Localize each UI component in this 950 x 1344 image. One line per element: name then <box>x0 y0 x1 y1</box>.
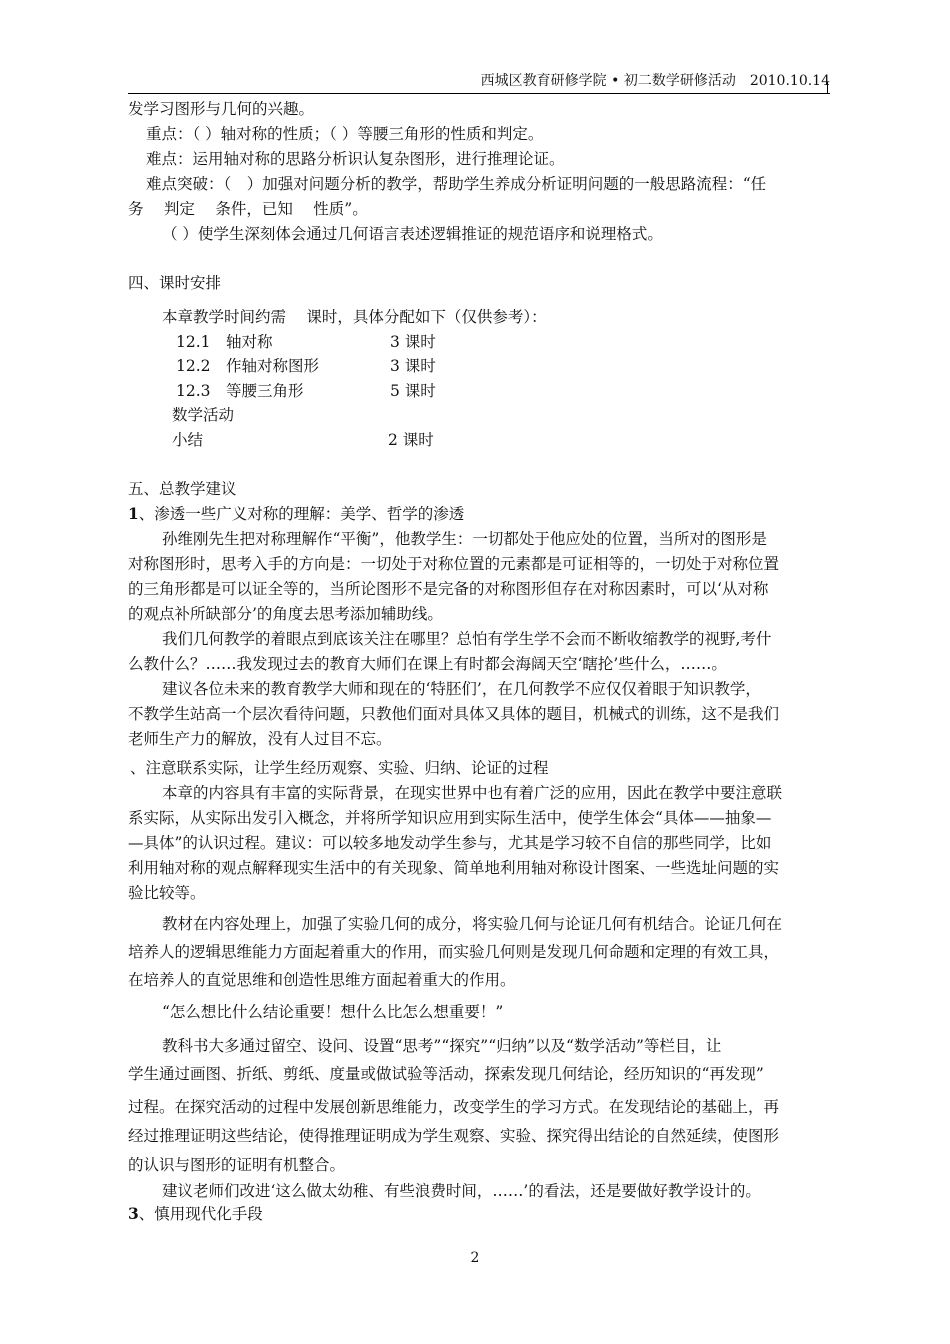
text-line: 老师生产力的解放，没有人过目不忘。 <box>128 730 392 748</box>
text-line: 建议各位未来的教育教学大师和现在的‘特胚们’，在几何教学不应仅仅着眼于知识教学， <box>162 680 761 698</box>
text-line: 不教学生站高一个层次看待问题，只教他们面对具体又具体的题目，机械式的训练，这不是我们 <box>128 705 780 723</box>
schedule-item: 12.1 轴对称 <box>176 333 273 351</box>
text-line: 本章教学时间约需 课时，具体分配如下（仅供参考）： <box>162 308 547 326</box>
text-line: 的认识与图形的证明有机整合。 <box>128 1156 346 1174</box>
text-line: 我们几何教学的着眼点到底该关注在哪里？总怕有学生学不会而不断收缩教学的视野,考什 <box>162 630 772 648</box>
schedule-hours: 3 课时 <box>390 357 436 375</box>
quote-line: “怎么想比什么结论重要！想什么比怎么想重要！” <box>162 1003 504 1021</box>
text-line: —具体”的认识过程。建议：可以较多地发动学生参与，尤其是学习较不自信的那些同学，比如 <box>128 834 772 852</box>
schedule-item: 数学活动 <box>172 406 235 424</box>
schedule-item: 12.2 作轴对称图形 <box>176 357 320 375</box>
text-line: 学生通过画图、折纸、剪纸、度量或做试验等活动，探索发现几何结论，经历知识的“再发现” <box>128 1065 764 1083</box>
text-line: 难点：运用轴对称的思路分析识认复杂图形，进行推理论证。 <box>146 150 565 168</box>
text-line: 的观点补所缺部分’的角度去思考添加辅助线。 <box>128 605 443 623</box>
text-line: 验比较等。 <box>128 884 206 902</box>
header-rule <box>128 93 830 94</box>
subsection-heading: 、注意联系实际，让学生经历观察、实验、归纳、论证的过程 <box>130 759 549 777</box>
text-line: （ ）使学生深刻体会通过几何语言表述逻辑推证的规范语序和说理格式。 <box>162 225 663 243</box>
text-line: 难点突破：（ ）加强对问题分析的教学，帮助学生养成分析证明问题的一般思路流程：“任 <box>146 175 767 193</box>
schedule-hours: 2 课时 <box>388 431 434 449</box>
section-heading: 五、总教学建议 <box>128 480 237 498</box>
subsection-number: 3 <box>128 1204 139 1223</box>
subsection-heading <box>128 504 464 524</box>
text-line: 重点：（ ）轴对称的性质；（ ）等腰三角形的性质和判定。 <box>146 125 544 143</box>
subsection-heading <box>128 1204 263 1224</box>
text-line: 建议老师们改进‘这么做太幼稚、有些浪费时间，……’的看法，还是要做好教学设计的。 <box>162 1182 761 1200</box>
text-line: 发学习图形与几何的兴趣。 <box>128 100 315 118</box>
text-line: 培养人的逻辑思维能力方面起着重大的作用，而实验几何则是发现几何命题和定理的有效工具， <box>128 943 780 961</box>
text-line: 经过推理证明这些结论，使得推理证明成为学生观察、实验、探究得出结论的自然延续，使图形 <box>128 1127 780 1145</box>
text-line: 的三角形都是可以证全等的，当所论图形不是完备的对称图形但存在对称因素时，可以‘从对称 <box>128 580 769 598</box>
text-line: 孙维刚先生把对称理解作“平衡”，他教学生：一切都处于他应处的位置，当所对的图形是 <box>162 530 767 548</box>
subsection-title: 、慎用现代化手段 <box>138 1205 263 1223</box>
text-line: 本章的内容具有丰富的实际背景，在现实世界中也有着广泛的应用，因此在教学中要注意联 <box>162 784 783 802</box>
text-line: 过程。在探究活动的过程中发展创新思维能力，改变学生的学习方式。在发现结论的基础上，再 <box>128 1098 780 1116</box>
page-number: 2 <box>470 1250 480 1266</box>
header-rule-tick <box>827 82 828 93</box>
schedule-item: 小结 <box>172 431 204 449</box>
section-heading: 四、课时安排 <box>128 274 222 292</box>
text-line: 务 判定 条件，已知 性质”。 <box>128 200 368 218</box>
text-line: 么教什么？……我发现过去的教育大师们在课上有时都会海阔天空‘瞎抡’些什么，……。 <box>128 655 727 673</box>
subsection-title: 、渗透一些广义对称的理解：美学、哲学的渗透 <box>138 505 465 523</box>
schedule-hours: 5 课时 <box>390 382 436 400</box>
text-line: 利用轴对称的观点解释现实生活中的有关现象、简单地利用轴对称设计图案、一些选址问题的实 <box>128 859 780 877</box>
schedule-item: 12.3 等腰三角形 <box>176 382 304 400</box>
text-line: 系实际，从实际出发引入概念，并将所学知识应用到实际生活中，使学生体会“具体——抽象— <box>128 809 772 827</box>
subsection-number: 1 <box>128 504 139 523</box>
text-line: 在培养人的直觉思维和创造性思维方面起着重大的作用。 <box>128 971 516 989</box>
schedule-hours: 3 课时 <box>390 333 436 351</box>
text-line: 教材在内容处理上，加强了实验几何的成分，将实验几何与论证几何有机结合。论证几何在 <box>162 915 783 933</box>
text-line: 对称图形时，思考入手的方向是：一切处于对称位置的元素都是可证相等的，一切处于对称位置 <box>128 555 780 573</box>
text-line: 教科书大多通过留空、设问、设置“思考”“探究”“归纳”以及“数学活动”等栏目，让 <box>162 1037 722 1055</box>
page-header: 西城区教育研修学院 • 初二数学研修活动 2010.10.14 <box>480 73 830 89</box>
